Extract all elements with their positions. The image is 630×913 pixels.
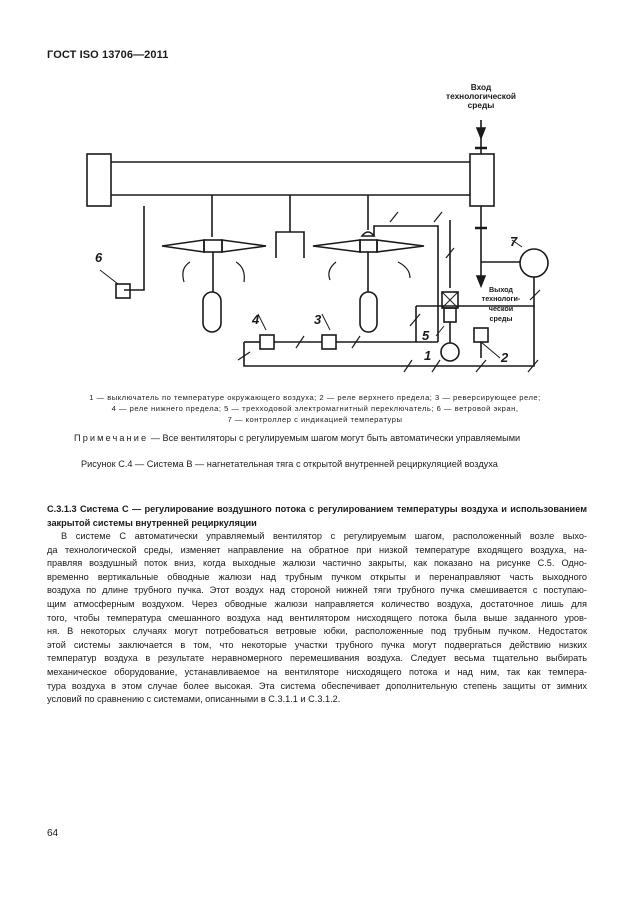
num-5: 5 xyxy=(422,328,430,343)
fan-right-blade-l xyxy=(313,240,360,252)
fan-left-blade-r xyxy=(222,240,266,252)
outlet-label-1: Выход xyxy=(488,285,514,294)
figure-note xyxy=(74,433,520,443)
legend-line-3: 7 — контроллер с индикацией температуры xyxy=(227,415,403,424)
outlet-label-4: среды xyxy=(489,314,513,323)
document-header: ГОСТ ISO 13706—2011 xyxy=(47,49,169,61)
body-line: воздуха по длине трубного пучка. Этот воздух над стороной нижней тяги трубного пучка смешивается с поступаю- xyxy=(47,585,587,596)
section-title: С.3.1.3 Система С — регулирование воздушного потока с регулированием температуры воздуха и использованием закрытой системы внутренней рециркуляции xyxy=(47,504,587,528)
body-line: щим атмосферным воздухом. Через обводные жалюзи направляется количество воздуха, достаточное лишь для xyxy=(47,598,587,609)
body-line: температур воздуха в результате неравномерного перемешивания воздуха. Следует весьма тщательно выбирать xyxy=(47,653,587,664)
outlet-label-3: ческой xyxy=(488,304,514,313)
num-4: 4 xyxy=(252,312,260,327)
left-header-box xyxy=(87,154,111,206)
figure-caption: Рисунок С.4 — Система В — нагнетательная тяга с открытой внутренней рециркуляцией воздуха xyxy=(81,459,498,469)
legend-line-2: 4 — реле нижнего предела; 5 — трехходовой электромагнитный переключатель; 6 — ветровой экран, xyxy=(111,404,519,413)
right-header-box xyxy=(470,154,494,206)
body-line: тура воздуха в этом случае более высокая. Эта система обеспечивает дополнительную степень защиты от зимних xyxy=(47,680,587,691)
inlet-label-2: технологической xyxy=(446,91,516,101)
fan-left-blade-l xyxy=(162,240,204,252)
body-line: временно вертикальные обводные жалюзи над трубным пучком открыты и перенаправляют часть выходного xyxy=(47,571,587,582)
legend-line-1: 1 — выключатель по температуре окружающего воздуха; 2 — реле верхнего предела; 3 — реверсирующее реле; xyxy=(89,393,541,402)
page-number: 64 xyxy=(47,828,59,839)
switch-1 xyxy=(441,343,459,361)
inlet-label-1: Вход xyxy=(470,82,492,92)
fan-right-blade-r xyxy=(377,240,424,252)
inlet-label-3: среды xyxy=(467,100,495,110)
note-text: — Все вентиляторы с регулируемым шагом могут быть автоматически управляемыми xyxy=(148,433,521,443)
num-3: 3 xyxy=(314,312,322,327)
motor-right xyxy=(360,292,377,332)
num-6: 6 xyxy=(95,250,103,265)
system-b-diagram xyxy=(0,0,630,400)
body-line: условий по сравнению с системами, описанными в С.3.1.1 и С.3.1.2. xyxy=(47,694,341,705)
motor-left xyxy=(203,292,221,332)
body-line: этой системы заключается в том, что некоторые участки трубного пучка могут подвергаться действию низких xyxy=(47,639,587,650)
controller-7 xyxy=(520,249,548,277)
num-1: 1 xyxy=(424,348,432,363)
relay-2-box xyxy=(474,328,488,342)
num-2: 2 xyxy=(501,350,509,365)
body-line: правляя воздушный поток вниз, когда выходные жалюзи частично закрыты, как показано на рисунке С.5. Одно- xyxy=(47,558,587,569)
wind-screen-left xyxy=(124,206,144,290)
figure-legend xyxy=(60,392,570,425)
outlet-label-2: технологи- xyxy=(481,294,521,303)
relay-4-box xyxy=(260,335,274,349)
body-line: того, чтобы температура смешанного воздуха над вентилятором нисходящего потока была выше заданного уров- xyxy=(47,612,587,623)
num-7: 7 xyxy=(510,234,518,249)
body-line: ня. В некоторых случаях могут потребоваться ветровые юбки, расположенные под трубным пучком. Недостаток xyxy=(47,626,587,637)
relay-3-box xyxy=(322,335,336,349)
note-label: Примечание xyxy=(74,433,149,443)
body-line: механическое оборудование, устанавливаемое на вентиляторе нисходящего потока и над ним, так как темпера- xyxy=(47,666,587,677)
body-line: да технологической среды, изменяет направление на обратное при низкой температуре входящего воздуха, на- xyxy=(47,544,587,555)
body-line: В системе С автоматически управляемый вентилятор с регулируемым шагом, расположенный возле выхо- xyxy=(61,531,587,541)
body-text xyxy=(47,530,587,707)
relay-6-box xyxy=(116,284,130,298)
